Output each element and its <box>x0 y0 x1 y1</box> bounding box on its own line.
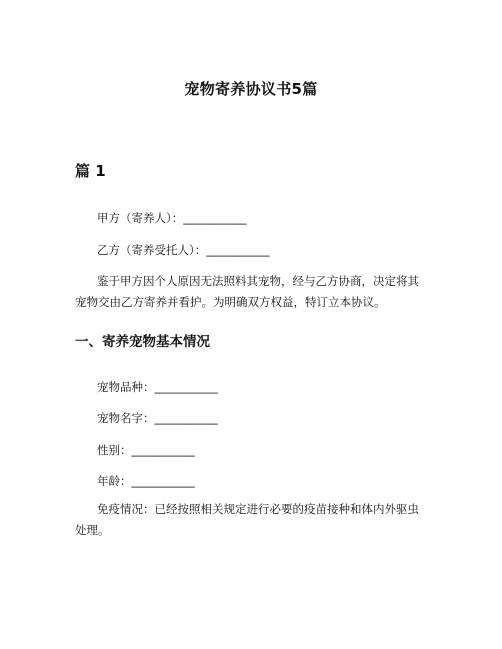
pet-breed-line: 宠物品种：___________ <box>97 380 218 394</box>
pet-age-line: 年龄：___________ <box>97 474 195 488</box>
party-b-line: 乙方（寄养受托人）：___________ <box>97 243 270 257</box>
intro-paragraph: 鉴于甲方因个人原因无法照料其宠物，经与乙方协商，决定将其宠物交由乙方寄养并看护。为明确双方权益，特订立本协议。 <box>75 274 419 309</box>
section-heading: 篇 1 <box>75 162 106 180</box>
pet-name-line: 宠物名字：___________ <box>97 411 218 425</box>
vaccination-paragraph: 免疫情况：已经按照相关规定进行必要的疫苗接种和体内外驱虫处理。 <box>75 502 419 537</box>
party-a-line: 甲方（寄养人）：___________ <box>97 211 247 225</box>
pet-gender-line: 性别：___________ <box>97 443 195 457</box>
document-title: 宠物寄养协议书5篇 <box>184 80 318 98</box>
clause-1-heading: 一、寄养宠物基本情况 <box>75 334 210 350</box>
